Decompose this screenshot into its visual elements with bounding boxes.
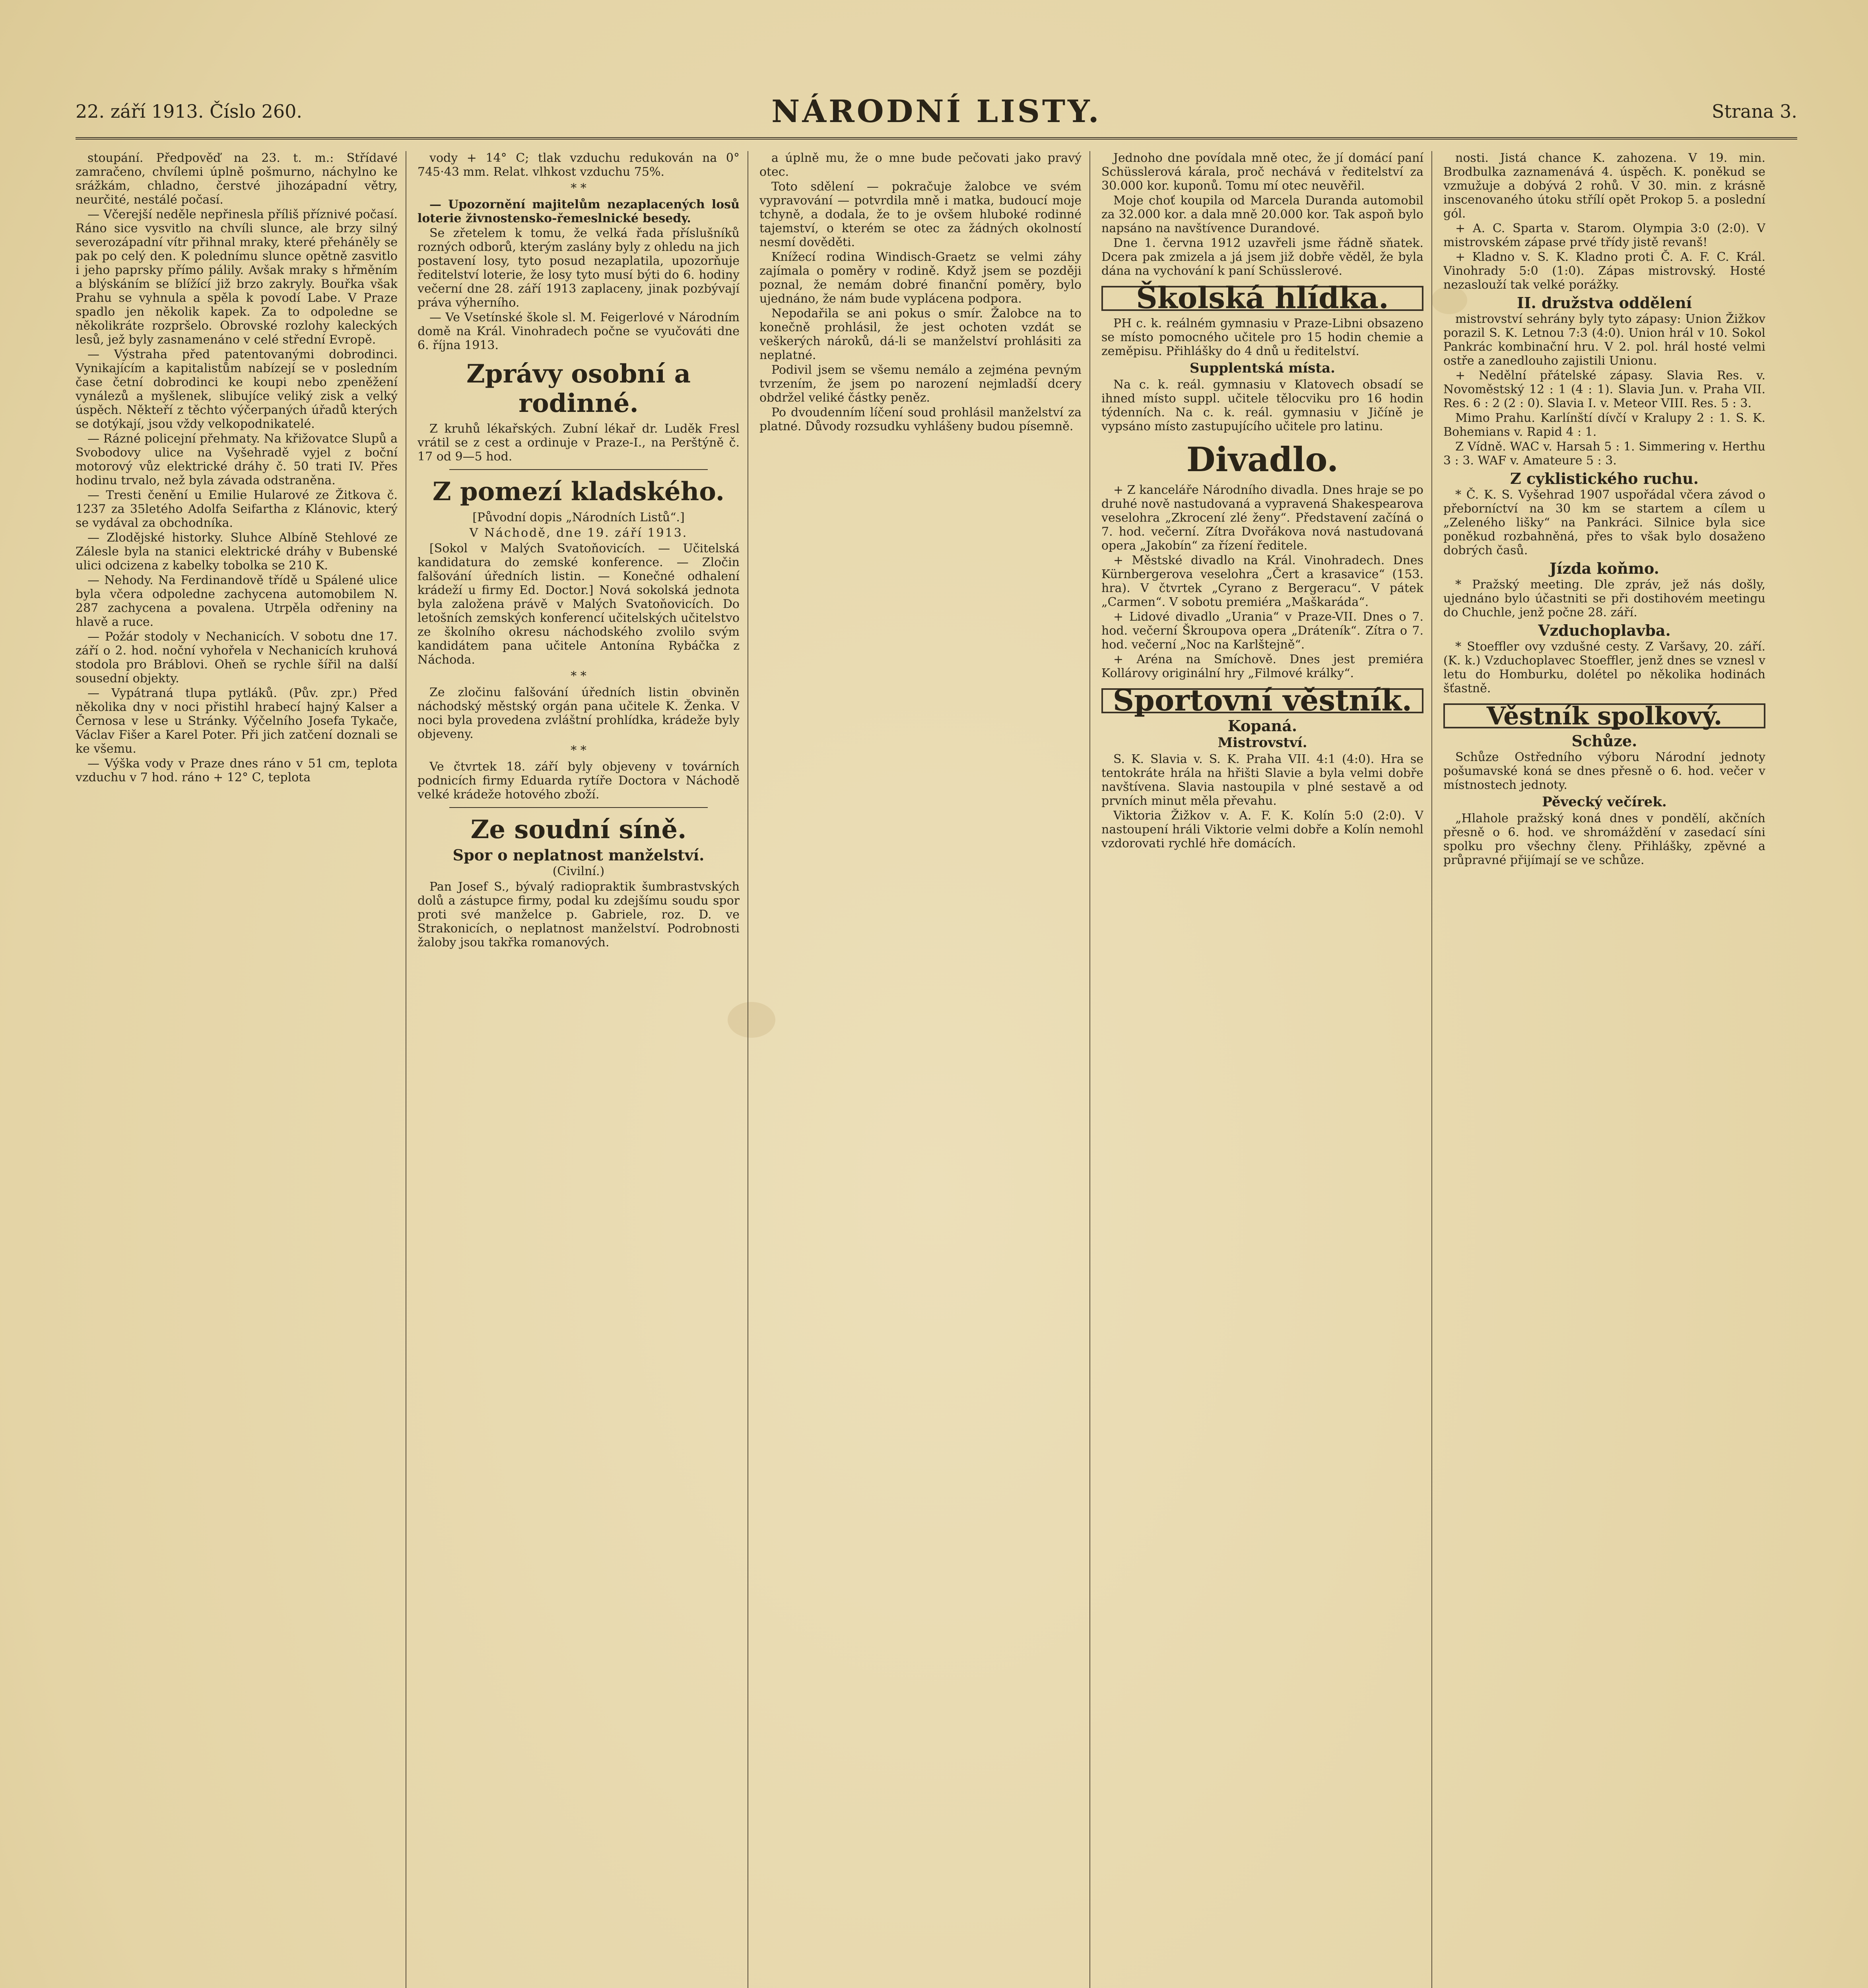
article-paragraph: Se zřetelem k tomu, že velká řada příslušníků rozných odborů, kterým zaslány byly z ohledu na jich postavení losy, tyto posud nezaplatila, upozorňuje ředitelství loterie, že losy tyto musí býti do 6. hodiny večerní dne 28. září 1913 zaplaceny, jinak pozbývají práva výherního.	[417, 226, 740, 310]
article-paragraph: Z Vídně. WAC v. Harsah 5 : 1. Simmering v. Herthu 3 : 3. WAF v. Amateure 5 : 3.	[1443, 440, 1765, 468]
column-1	[76, 151, 398, 1988]
column-5	[1443, 151, 1765, 1988]
issue-date: 22. září 1913. Číslo 260.	[76, 101, 303, 122]
source-note: [Původní dopis „Národních Listů“.]	[472, 510, 685, 524]
section-heading: Věstník spolkový.	[1443, 703, 1765, 728]
section-heading: Divadlo.	[1186, 440, 1339, 479]
section-heading: Sportovní věstník.	[1101, 688, 1423, 713]
article-paragraph: — Ve Vsetínské škole sl. M. Feigerlové v Národním domě na Král. Vinohradech počne se vyučováti dne 6. října 1913.	[417, 311, 740, 352]
article-paragraph: [Sokol v Malých Svatoňovicích. — Učitelská kandidatura do zemské konference. — Zločin falšování úředních listin. — Konečné odhalení krádeží u firmy Ed. Doctor.] Nová sokolská jednota byla založena právě v Malých Svatoňovicích. Do letošních zemských konferencí učitelských učitelstvo ze školního okresu náchodského zvolilo svým kandidátem pana učitele Antonína Rybáčka z Náchoda.	[417, 541, 740, 667]
article-paragraph: — Nehody. Na Ferdinandově třídě u Spálené ulice byla včera odpoledne zachycena automobilem N. 287 zachycena a povalena. Utrpěla odřeniny na hlavě a ruce.	[76, 573, 398, 629]
section-heading: Jízda koňmo.	[1550, 559, 1659, 577]
article-paragraph: „Hlahole pražský koná dnes v pondělí, akčních přesně o 6. hod. ve shromáždění v zasedací síni spolku pro všechny členy. Přihlášky, zpěvné a průpravné přijímají se ve schůze.	[1443, 812, 1765, 867]
article-paragraph: + Z kanceláře Národního divadla. Dnes hraje se po druhé nově nastudovaná a vypravená Shakespearova veselohra „Zkrocení zlé ženy“. Představení začíná o 7. hod. večerní. Zítra Dvořákova nová nastudovaná opera „Jakobín“ za řízení ředitele.	[1101, 483, 1423, 553]
section-heading: Vzduchoplavba.	[1538, 621, 1671, 639]
article-subtitle: Pěvecký večírek.	[1542, 794, 1667, 810]
dateline: V Náchodě, dne 19. září 1913.	[469, 526, 688, 540]
masthead: NÁRODNÍ LISTY.	[771, 93, 1101, 130]
section-heading: Školská hlídka.	[1101, 286, 1423, 311]
article-paragraph: Podivil jsem se všemu nemálo a zejména pevným tvrzením, že jsem po narození nejmladší dcery obdržel veliké částky peněz.	[759, 363, 1082, 405]
article-paragraph: + Městské divadlo na Král. Vinohradech. Dnes Kürnbergerova veselohra „Čert a krasavice“ (153. hra). V čtvrtek „Cyrano z Bergeracu“. V pátek „Carmen“. V sobotu premiéra „Maškaráda“.	[1101, 553, 1423, 609]
article-paragraph: — Vypátraná tlupa pytláků. (Pův. zpr.) Před několika dny v noci přistihl hrabecí hajný Kalser a Černosa v lese u Stránky. Výčelního Josefa Tykače, Václav Fišer a Karel Poter. Při jich zatčení doznali se ke všemu.	[76, 686, 398, 756]
section-heading: Z cyklistického ruchu.	[1510, 470, 1699, 487]
article-paragraph: — Včerejší neděle nepřinesla příliš příznivé počasí. Ráno sice vysvitlo na chvíli slunce, ale brzy silný severozápadní vítr přihnal mraky, které přeháněly se pak po celý den. K polednímu slunce opětně zasvitlo i jeho paprsky přímo pálily. Avšak mraky s hřměním a blýskáním se blížící již brzo zakryly. Bouřka však Prahu se vyhnula a spěla k povodí Labe. V Praze spadlo jen několik kapek. Za to odpoledne se několikráte rozpršelo. Obrovské rozlohy kaleckých lesů, jež byly zasnamenáno v celé střední Evropě.	[76, 208, 398, 347]
column-3	[759, 151, 1082, 1988]
article-paragraph: — Požár stodoly v Nechanicích. V sobotu dne 17. září o 2. hod. noční vyhořela v Nechanicích kruhová stodola pro Bráblovi. Oheň se rychle šířil na další sousední objekty.	[76, 630, 398, 685]
article-paragraph: * Stoeffler ovy vzdušné cesty. Z Varšavy, 20. září. (K. k.) Vzduchoplavec Stoeffler, jenž dnes se vznesl v letu do Homburku, dolétel po několika hodinách šťastně.	[1443, 640, 1765, 695]
section-heading: Z pomezí kladského.	[432, 477, 725, 507]
article-paragraph: + A. C. Sparta v. Starom. Olympia 3:0 (2:0). V mistrovském zápase prvé třídy jistě revanš!	[1443, 221, 1765, 249]
section-heading: Ze soudní síně.	[470, 814, 687, 845]
article-paragraph: + Lidové divadlo „Urania“ v Praze-VII. Dnes o 7. hod. večerní Škroupova opera „Dráteník“. Zítra o 7. hod. večerní „Noc na Karlštejně“.	[1101, 610, 1423, 652]
article-paragraph: Pan Josef S., bývalý radiopraktik šumbrastvských dolů a zástupce firmy, podal ku zdejšímu soudu spor proti své manželce p. Gabriele, roz. D. ve Strakonicích, o neplatnost manželství. Podrobnosti žaloby jsou takřka romanových.	[417, 880, 740, 950]
article-paragraph: * Č. K. S. Vyšehrad 1907 uspořádal včera závod o přeborníctví na 30 km se startem a cílem u „Zeleného lišky“ na Pankráci. Silnice byla sice poněkud rozbahněná, přes to však bylo dosaženo dobrých časů.	[1443, 488, 1765, 557]
article-paragraph: Ve čtvrtek 18. září byly objeveny v továrních podnicích firmy Eduarda rytíře Doctora v Náchodě velké krádeže hotového zboží.	[417, 759, 740, 802]
article-paragraph: S. K. Slavia v. S. K. Praha VII. 4:1 (4:0). Hra se tentokráte hrála na hřišti Slavie a byla velmi dobře navštívena. Slavia nastoupila v plné sestavě a od prvních minut měla převahu.	[1101, 752, 1423, 808]
article-subtitle: Supplentská místa.	[1190, 360, 1335, 376]
article-paragraph: + Nedělní přátelské zápasy. Slavia Res. v. Novoměstský 12 : 1 (4 : 1). Slavia Jun. v. Praha VII. Res. 6 : 2 (2 : 0). Slavia I. v. Meteor VIII. Res. 5 : 3.	[1443, 369, 1765, 410]
article-subtitle: Mistrovství.	[1218, 734, 1307, 751]
article-paragraph: Schůze Ostředního výboru Národní jednoty pošumavské koná se dnes přesně o 6. hod. večer v místnostech jednoty.	[1443, 750, 1765, 792]
article-paragraph: Viktoria Žižkov v. A. F. K. Kolín 5:0 (2:0). V nastoupení hráli Viktorie velmi dobře a Kolín nemohl vzdorovati rychlé hře domácích.	[1101, 808, 1423, 850]
column-2	[417, 151, 740, 1988]
article-paragraph: Nepodařila se ani pokus o smír. Žalobce na to konečně prohlásil, že jest ochoten vzdát se veškerých nároků, dá-li se manželství prohlásiti za neplatné.	[759, 307, 1082, 362]
divider-rule	[449, 807, 708, 808]
article-paragraph: — Zlodějské historky. Sluhce Albíně Stehlové ze Zálesle byla na stanici elektrické dráhy v Bubenské ulici odcizena z kabelky tobolka se 210 K.	[76, 531, 398, 573]
weather-continued: vody + 14° C; tlak vzduchu redukován na 0° 745·43 mm. Relat. vlhkost vzduchu 75%.	[417, 151, 740, 179]
page-number: Strana 3.	[1712, 101, 1797, 122]
separator-stars: * *	[571, 669, 586, 683]
divider-rule	[449, 469, 708, 470]
column-divider	[1431, 151, 1432, 1988]
article-paragraph: nosti. Jistá chance K. zahozena. V 19. min. Brodbulka zaznamenává 4. úspěch. K. poněkud se vzmužuje a dobývá 2 rohů. V 30. min. z krásně inscenovaného útoku střílí opět Prokop 5. a poslední gól.	[1443, 151, 1765, 221]
section-heading: Zprávy osobní a rodinné.	[466, 359, 691, 418]
article-paragraph: Mimo Prahu. Karlínští dívčí v Kralupy 2 : 1. S. K. Bohemians v. Rapid 4 : 1.	[1443, 411, 1765, 439]
article-paragraph: Knížecí rodina Windisch-Graetz se velmi záhy zajímala o poměry v rodině. Když jsem se později poznal, že nemám dobré finanční poměry, bylo ujednáno, že nám bude vyplácena podpora.	[759, 250, 1082, 306]
article-paragraph: PH c. k. reálném gymnasiu v Praze-Libni obsazeno se místo pomocného učitele pro 15 hodin chemie a zeměpisu. Přihlášky do 4 dnů u ředitelství.	[1101, 316, 1423, 358]
article-paragraph: Z kruhů lékařských. Zubní lékař dr. Luděk Fresl vrátil se z cest a ordinuje v Praze-I., na Perštýně č. 17 od 9—5 hod.	[417, 422, 740, 464]
article-paragraph: Dne 1. června 1912 uzavřeli jsme řádně sňatek. Dcera pak zmizela a já jsem již dobře věděl, že byla dána na vychování k paní Schüsslerové.	[1101, 236, 1423, 278]
separator-stars: * *	[571, 743, 586, 757]
article-paragraph: — Výška vody v Praze dnes ráno v 51 cm, teplota vzduchu v 7 hod. ráno + 12° C, teplota	[76, 757, 398, 784]
article-paragraph: + Aréna na Smíchově. Dnes jest premiéra Kollárovy originální hry „Filmové králky“.	[1101, 652, 1423, 680]
source-note: (Civilní.)	[552, 864, 605, 879]
article-paragraph: * Pražský meeting. Dle zpráv, jež nás došly, ujednáno bylo účastniti se při dostihovém meetingu do Chuchle, jenž počne 28. září.	[1443, 578, 1765, 619]
article-subtitle: Kopaná.	[1227, 716, 1297, 735]
notice-title: — Upozornění majitelům nezaplacených losů loterie živnostensko-řemeslnické besedy.	[417, 198, 740, 225]
article-paragraph: — Tresti čenění u Emilie Hularové ze Žitkova č. 1237 za 35letého Adolfa Seifartha z Klánovic, který se vydával za obchodníka.	[76, 488, 398, 530]
article-paragraph: a úplně mu, že o mne bude pečovati jako pravý otec.	[759, 151, 1082, 179]
article-subtitle: II. družstva oddělení	[1517, 294, 1692, 312]
article-subtitle: Schůze.	[1571, 732, 1637, 750]
article-paragraph: mistrovství sehrány byly tyto zápasy: Union Žižkov porazil S. K. Letnou 7:3 (4:0). Union hrál v 10. Sokol Pankrác kombinační hru. V 2. pol. hrál hosté velmi ostře a zanedlouho zajistili Unionu.	[1443, 312, 1765, 368]
article-paragraph: Po dvoudenním líčení soud prohlásil manželství za platné. Důvody rozsudku vyhlášeny budou písemně.	[759, 406, 1082, 433]
column-divider	[1089, 151, 1090, 1988]
separator-stars: * *	[571, 181, 586, 195]
article-paragraph: — Rázné policejní přehmaty. Na křižovatce Slupů a Svobodovy ulice na Vyšehradě vyjel z boční motorový vůz elektrické dráhy č. 50 trati IV. Přes hodinu trvalo, než byla závada odstraněna.	[76, 432, 398, 487]
article-paragraph: Moje choť koupila od Marcela Duranda automobil za 32.000 kor. a dala mně 20.000 kor. Tak aspoň bylo napsáno na navštívence Durandové.	[1101, 194, 1423, 235]
page-header	[76, 93, 1797, 140]
article-paragraph: Toto sdělení — pokračuje žalobce ve svém vypravování — potvrdila mně i matka, budoucí moje tchyně, a dodala, že to je ovšem hluboké rodinné tajemství, o kterém se otec za žádných okolností nesmí dověděti.	[759, 180, 1082, 249]
article-paragraph: Jednoho dne povídala mně otec, že jí domácí paní Schüsslerová kárala, proč nechává v ředitelství za 30.000 kor. kuponů. Tomu mí otec neuvěřil.	[1101, 151, 1423, 193]
article-paragraph: Na c. k. reál. gymnasiu v Klatovech obsadí se ihned místo suppl. učitele tělocviku pro 16 hodin týdenních. Na c. k. reál. gymnasiu v Jičíně je vypsáno místo zastupujícího učitele pro latinu.	[1101, 378, 1423, 433]
column-4	[1101, 151, 1423, 1988]
article-subtitle: Spor o neplatnost manželství.	[452, 846, 705, 864]
weather-forecast: stoupání. Předpověď na 23. t. m.: Střídavé zamračeno, chvílemi úplně pošmurno, náchylno ke srážkám, chladno, čerstvé jihozápadní větry, neurčité, nestálé počasí.	[76, 151, 398, 207]
article-paragraph: + Kladno v. S. K. Kladno proti Č. A. F. C. Král. Vinohrady 5:0 (1:0). Zápas mistrovský. Hosté nezaslouží tak velké porážky.	[1443, 250, 1765, 292]
article-paragraph: — Výstraha před patentovanými dobrodinci. Vynikajícím a kapitalistům nabízejí se v posledním čase četní dobrodinci ke koupi nebo zpeněžení vynálezů a myšlenek, slibujíce veliký zisk a velký úspěch. Někteří z těchto výčerpaných úřadů kterých se dotýkají, jsou vždy velkopodnikatelé.	[76, 348, 398, 431]
article-paragraph: Ze zločinu falšování úředních listin obviněn náchodský městský orgán pana učitele K. Ženka. V noci byla provedena zvláštní prohlídka, krádeže byly objeveny.	[417, 685, 740, 741]
